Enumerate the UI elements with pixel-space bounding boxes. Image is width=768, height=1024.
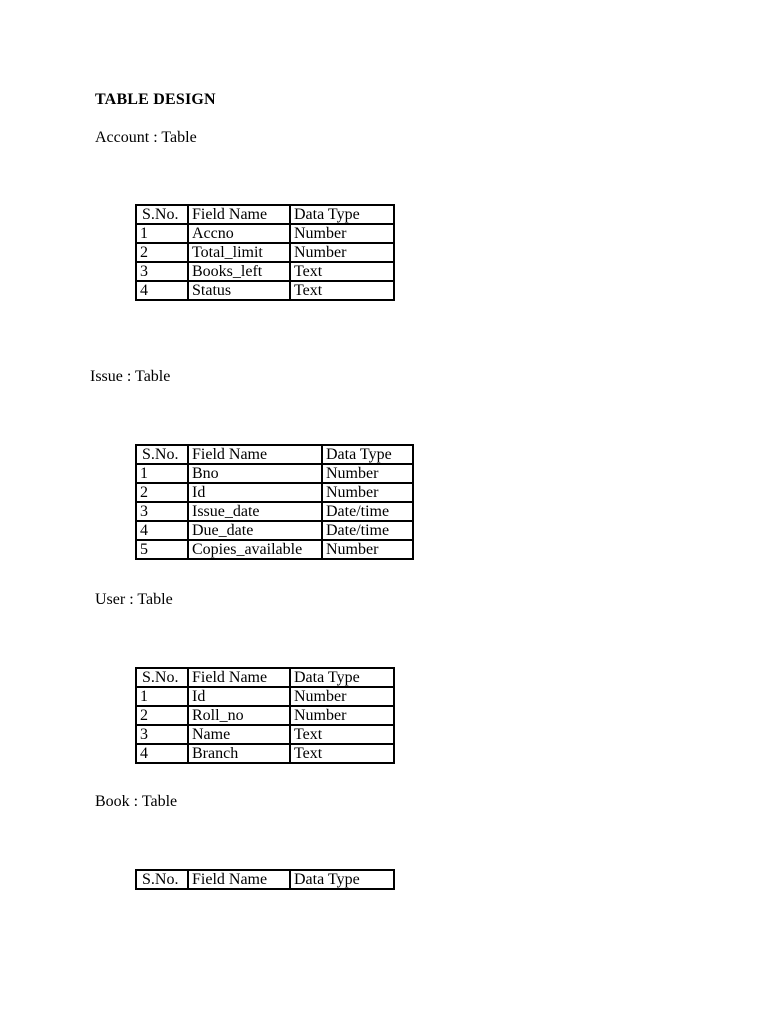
- table-cell: 3: [136, 725, 188, 744]
- table-cell: Date/time: [322, 502, 413, 521]
- table-cell: Copies_available: [188, 540, 322, 559]
- table-cell: Issue_date: [188, 502, 322, 521]
- issue-table-caption: Issue : Table: [90, 368, 171, 385]
- table-cell: 4: [136, 281, 188, 300]
- table-cell: Bno: [188, 464, 322, 483]
- column-header: Data Type: [322, 445, 413, 464]
- table-cell: Date/time: [322, 521, 413, 540]
- column-header: Field Name: [188, 668, 290, 687]
- column-header: Field Name: [188, 870, 290, 889]
- user-table-caption: User : Table: [95, 591, 173, 608]
- issue-table: [135, 444, 414, 560]
- table-cell: Text: [290, 281, 394, 300]
- table-row: [136, 687, 394, 706]
- table-cell: Status: [188, 281, 290, 300]
- table-row: [136, 243, 394, 262]
- table-row: [136, 464, 413, 483]
- table-cell: 2: [136, 706, 188, 725]
- table-row: [136, 224, 394, 243]
- table-cell: Books_left: [188, 262, 290, 281]
- table-header-row: [136, 445, 413, 464]
- column-header: Data Type: [290, 870, 394, 889]
- table-row: [136, 281, 394, 300]
- table-cell: Number: [290, 243, 394, 262]
- book-table-caption: Book : Table: [95, 793, 178, 810]
- table-cell: 3: [136, 502, 188, 521]
- column-header: Field Name: [188, 205, 290, 224]
- column-header: S.No.: [136, 870, 188, 889]
- table-cell: Total_limit: [188, 243, 290, 262]
- table-cell: Id: [188, 483, 322, 502]
- account-table-caption: Account : Table: [95, 129, 197, 146]
- column-header: Field Name: [188, 445, 322, 464]
- table-row: [136, 540, 413, 559]
- table-header-row: [136, 870, 394, 889]
- book-table: [135, 869, 395, 890]
- table-row: [136, 744, 394, 763]
- table-cell: Branch: [188, 744, 290, 763]
- table-row: [136, 725, 394, 744]
- table-cell: Accno: [188, 224, 290, 243]
- table-cell: Text: [290, 725, 394, 744]
- table-cell: 5: [136, 540, 188, 559]
- table-cell: Text: [290, 744, 394, 763]
- table-cell: Text: [290, 262, 394, 281]
- table-row: [136, 521, 413, 540]
- table-cell: Number: [322, 464, 413, 483]
- table-cell: 1: [136, 687, 188, 706]
- table-row: [136, 706, 394, 725]
- table-cell: Number: [290, 706, 394, 725]
- table-row: [136, 262, 394, 281]
- table-cell: Id: [188, 687, 290, 706]
- table-cell: Number: [322, 483, 413, 502]
- table-cell: Number: [322, 540, 413, 559]
- column-header: S.No.: [136, 668, 188, 687]
- table-cell: Due_date: [188, 521, 322, 540]
- table-cell: 3: [136, 262, 188, 281]
- table-cell: 2: [136, 483, 188, 502]
- table-cell: Roll_no: [188, 706, 290, 725]
- table-cell: 4: [136, 744, 188, 763]
- table-cell: Name: [188, 725, 290, 744]
- table-row: [136, 483, 413, 502]
- column-header: Data Type: [290, 205, 394, 224]
- table-header-row: [136, 668, 394, 687]
- table-cell: 1: [136, 224, 188, 243]
- account-table: [135, 204, 395, 301]
- column-header: S.No.: [136, 445, 188, 464]
- table-row: [136, 502, 413, 521]
- column-header: Data Type: [290, 668, 394, 687]
- table-cell: Number: [290, 687, 394, 706]
- table-cell: 1: [136, 464, 188, 483]
- page-title: TABLE DESIGN: [95, 91, 216, 108]
- table-header-row: [136, 205, 394, 224]
- table-cell: Number: [290, 224, 394, 243]
- table-cell: 4: [136, 521, 188, 540]
- user-table: [135, 667, 395, 764]
- column-header: S.No.: [136, 205, 188, 224]
- table-cell: 2: [136, 243, 188, 262]
